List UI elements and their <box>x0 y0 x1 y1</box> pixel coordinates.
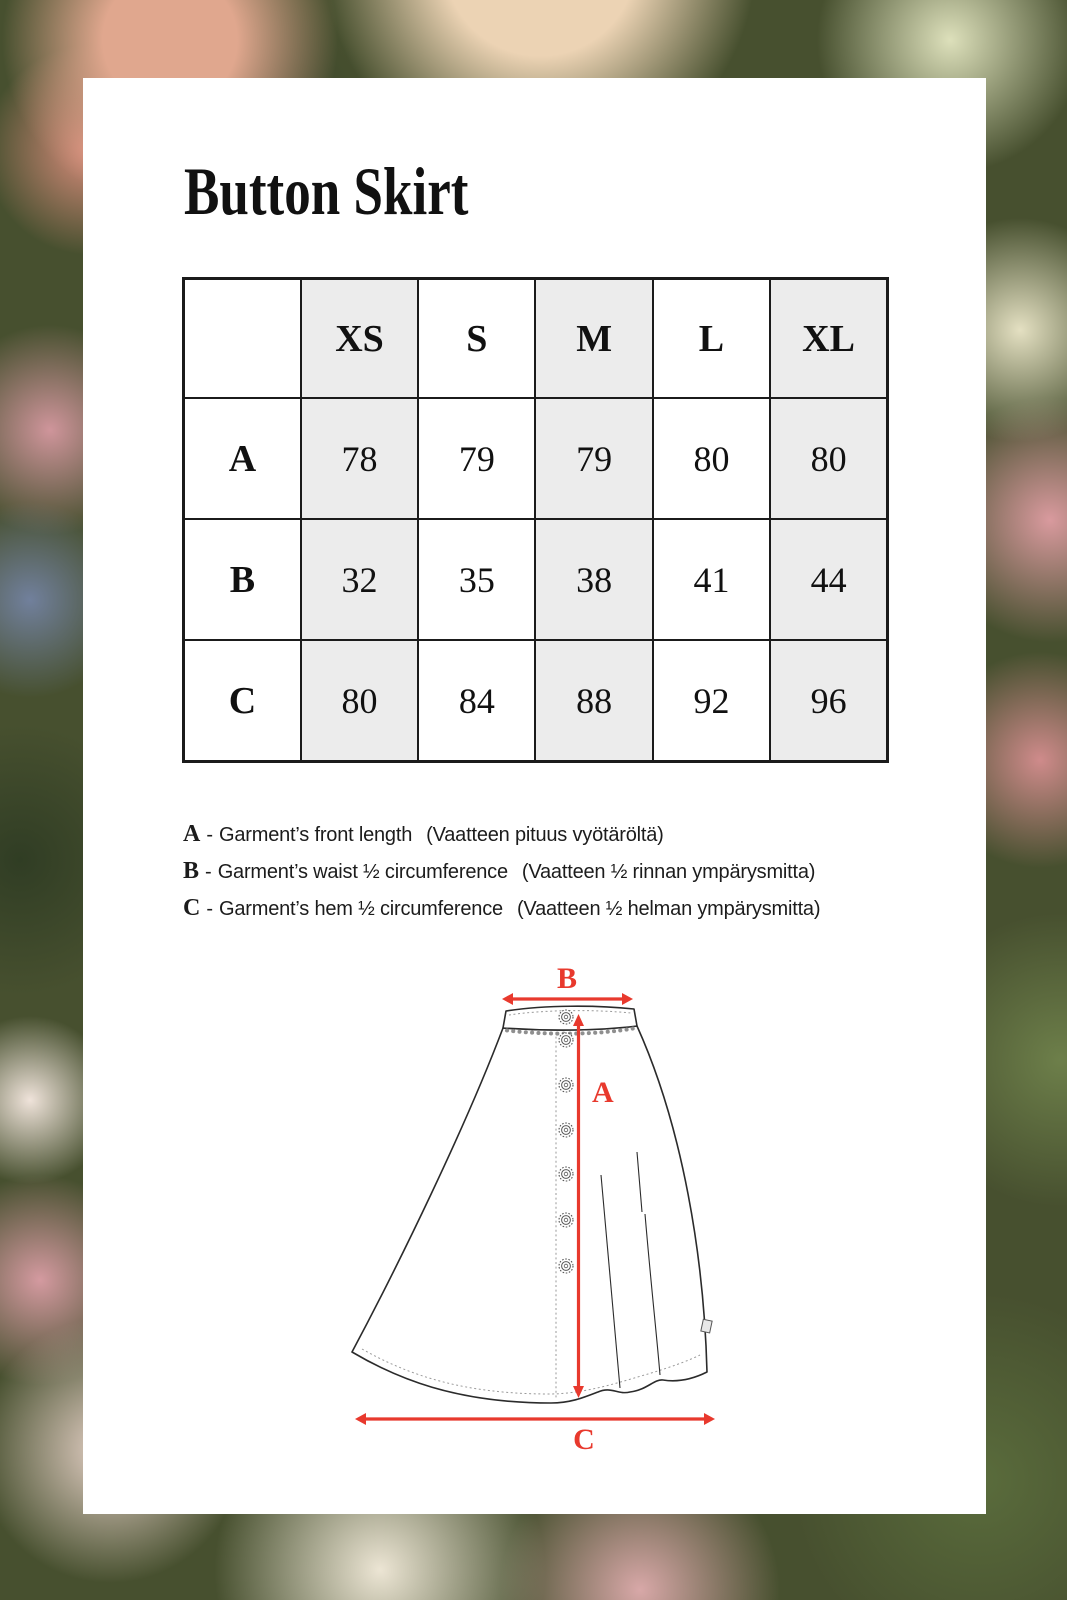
col-header-m: M <box>535 279 652 399</box>
cell-b-l: 41 <box>653 519 770 640</box>
cell-c-l: 92 <box>653 640 770 762</box>
button-icon <box>559 1213 573 1227</box>
dimension-label-a: A <box>592 1076 614 1109</box>
col-header-l: L <box>653 279 770 399</box>
legend-text-en-b: Garment’s waist ½ circumference <box>217 861 508 883</box>
table-row-b <box>184 519 888 640</box>
row-label-c: C <box>184 640 301 762</box>
care-tag <box>701 1319 712 1333</box>
skirt-body <box>352 1026 712 1403</box>
legend-text-fi-c: (Vaatteen ½ helman ympärysmitta) <box>516 898 821 920</box>
measurement-legend <box>183 817 820 928</box>
size-table-header-row <box>184 279 888 399</box>
dimension-label-b: B <box>556 962 578 995</box>
page-title: Button Skirt <box>184 153 469 229</box>
legend-text-fi-a: (Vaatteen pituus vyötäröltä) <box>426 824 664 846</box>
legend-line-b <box>183 854 820 891</box>
row-label-a: A <box>184 398 301 519</box>
legend-line-a <box>183 817 820 854</box>
cell-a-s: 79 <box>418 398 535 519</box>
button-icon <box>559 1033 573 1047</box>
legend-letter-c: C <box>183 895 201 921</box>
col-header-xs: XS <box>301 279 418 399</box>
legend-text-en-a: Garment’s front length <box>219 824 413 846</box>
col-header-s: S <box>418 279 535 399</box>
legend-separator: - <box>206 898 214 920</box>
cell-c-xl: 96 <box>770 640 887 762</box>
legend-text-en-c: Garment’s hem ½ circumference <box>219 898 503 920</box>
size-chart-table <box>182 277 889 763</box>
button-icon <box>559 1010 573 1024</box>
button-icon <box>559 1259 573 1273</box>
dimension-arrow-b <box>502 962 633 1005</box>
cell-b-xs: 32 <box>301 519 418 640</box>
legend-separator: - <box>205 861 212 883</box>
legend-separator: - <box>206 824 214 846</box>
cell-a-m: 79 <box>535 398 652 519</box>
cell-a-xl: 80 <box>770 398 887 519</box>
legend-text-fi-b: (Vaatteen ½ rinnan ympärysmitta) <box>521 861 816 883</box>
cell-c-m: 88 <box>535 640 652 762</box>
corner-cell <box>184 279 301 399</box>
button-icon <box>559 1123 573 1137</box>
dimension-label-c: C <box>573 1423 595 1455</box>
cell-a-xs: 78 <box>301 398 418 519</box>
legend-line-c <box>183 891 820 928</box>
cell-b-xl: 44 <box>770 519 887 640</box>
legend-letter-a: A <box>183 821 201 847</box>
dimension-arrow-c <box>355 1413 715 1455</box>
row-label-b: B <box>184 519 301 640</box>
button-icon <box>559 1167 573 1181</box>
cell-c-xs: 80 <box>301 640 418 762</box>
size-chart-card <box>83 78 986 1514</box>
cell-b-s: 35 <box>418 519 535 640</box>
cell-c-s: 84 <box>418 640 535 762</box>
legend-letter-b: B <box>183 858 200 884</box>
col-header-xl: XL <box>770 279 887 399</box>
skirt-technical-drawing <box>327 940 727 1455</box>
table-row-c <box>184 640 888 762</box>
button-icon <box>559 1078 573 1092</box>
cell-b-m: 38 <box>535 519 652 640</box>
table-row-a <box>184 398 888 519</box>
cell-a-l: 80 <box>653 398 770 519</box>
